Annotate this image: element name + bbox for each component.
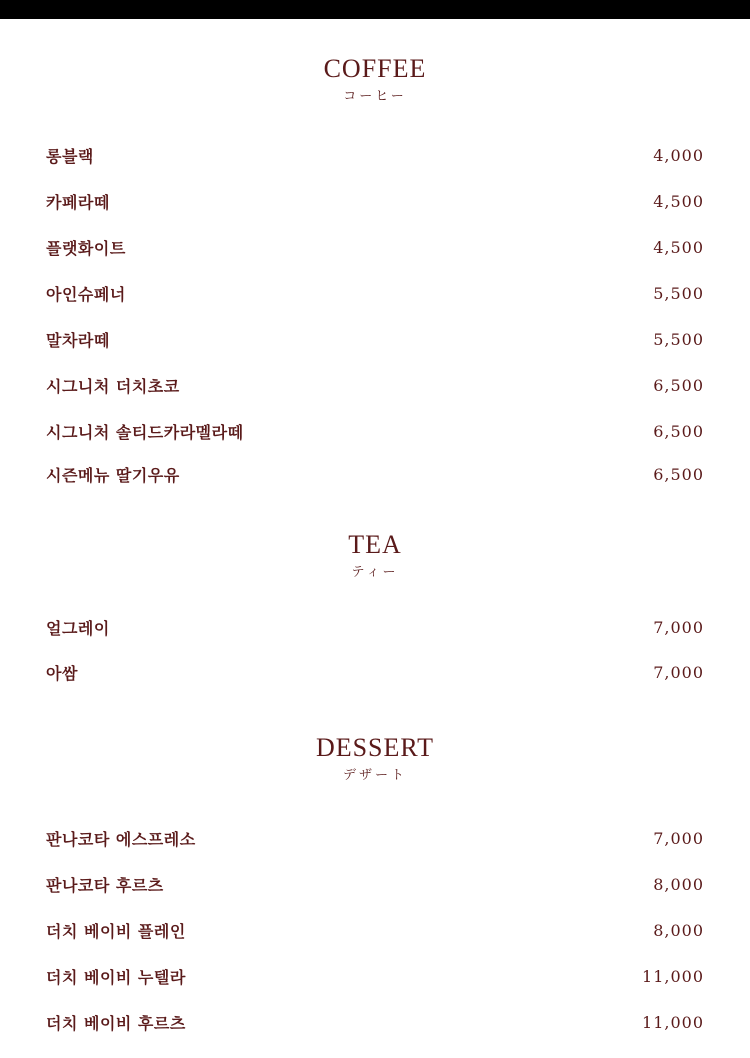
menu-item[interactable] xyxy=(46,281,704,305)
menu-item-price: 6,500 xyxy=(653,464,704,484)
section-subtitle: ティー xyxy=(351,565,399,580)
menu-item-name: 시그니처 더치초코 xyxy=(46,376,180,396)
menu-item-price: 8,000 xyxy=(653,874,704,894)
menu-item-price: 6,500 xyxy=(653,375,704,395)
menu-item[interactable] xyxy=(46,143,704,167)
menu-item-price: 5,500 xyxy=(653,283,704,303)
menu-item-price: 4,000 xyxy=(653,145,704,165)
section-subtitle: デザート xyxy=(342,768,407,783)
tea-section xyxy=(0,530,750,582)
menu-item-name: 더치 베이비 후르츠 xyxy=(46,1013,186,1033)
menu-item-name: 더치 베이비 누텔라 xyxy=(46,967,186,987)
menu-item[interactable] xyxy=(46,1010,704,1034)
menu-item[interactable] xyxy=(46,419,704,443)
menu-item-name: 판나코타 에스프레소 xyxy=(46,829,196,849)
dessert-section xyxy=(0,733,750,785)
menu-item[interactable] xyxy=(46,327,704,351)
menu-item-price: 5,500 xyxy=(653,329,704,349)
menu-item-name: 판나코타 후르츠 xyxy=(46,875,164,895)
menu-item-price: 7,000 xyxy=(653,662,704,682)
menu-item[interactable] xyxy=(46,235,704,259)
menu-item-price: 7,000 xyxy=(653,617,704,637)
section-header xyxy=(0,54,750,106)
menu-item[interactable] xyxy=(46,964,704,988)
menu-item[interactable] xyxy=(46,373,704,397)
top-bar xyxy=(0,0,750,19)
menu-item-name: 카페라떼 xyxy=(46,192,110,212)
menu-item[interactable] xyxy=(46,872,704,896)
menu-item-name: 플랫화이트 xyxy=(46,238,126,258)
section-header xyxy=(0,530,750,582)
menu-item[interactable] xyxy=(46,918,704,942)
menu-item-name: 시즌메뉴 딸기우유 xyxy=(46,465,180,485)
menu-item-price: 8,000 xyxy=(653,920,704,940)
menu-item[interactable] xyxy=(46,462,704,486)
menu-item[interactable] xyxy=(46,615,704,639)
menu-item-name: 얼그레이 xyxy=(46,618,110,638)
menu-item[interactable] xyxy=(46,826,704,850)
menu-item-price: 6,500 xyxy=(653,421,704,441)
menu-item-name: 롱블랙 xyxy=(46,146,94,166)
menu-item-price: 11,000 xyxy=(642,1012,704,1032)
menu-item[interactable] xyxy=(46,189,704,213)
menu-item-price: 4,500 xyxy=(653,191,704,211)
section-title: TEA xyxy=(348,530,402,559)
menu-item-name: 더치 베이비 플레인 xyxy=(46,921,186,941)
menu-item[interactable] xyxy=(46,660,704,684)
section-header xyxy=(0,733,750,785)
menu-item-name: 말차라떼 xyxy=(46,330,110,350)
coffee-section xyxy=(0,54,750,106)
menu-item-price: 4,500 xyxy=(653,237,704,257)
section-title: COFFEE xyxy=(323,54,427,83)
menu-item-name: 시그니처 솔티드카라멜라떼 xyxy=(46,422,244,442)
section-title: DESSERT xyxy=(315,733,435,762)
menu-item-name: 아인슈페너 xyxy=(46,284,126,304)
menu-item-price: 7,000 xyxy=(653,828,704,848)
section-subtitle: コーヒー xyxy=(343,89,407,104)
menu-item-price: 11,000 xyxy=(642,966,704,986)
menu-item-name: 아쌈 xyxy=(46,663,78,683)
